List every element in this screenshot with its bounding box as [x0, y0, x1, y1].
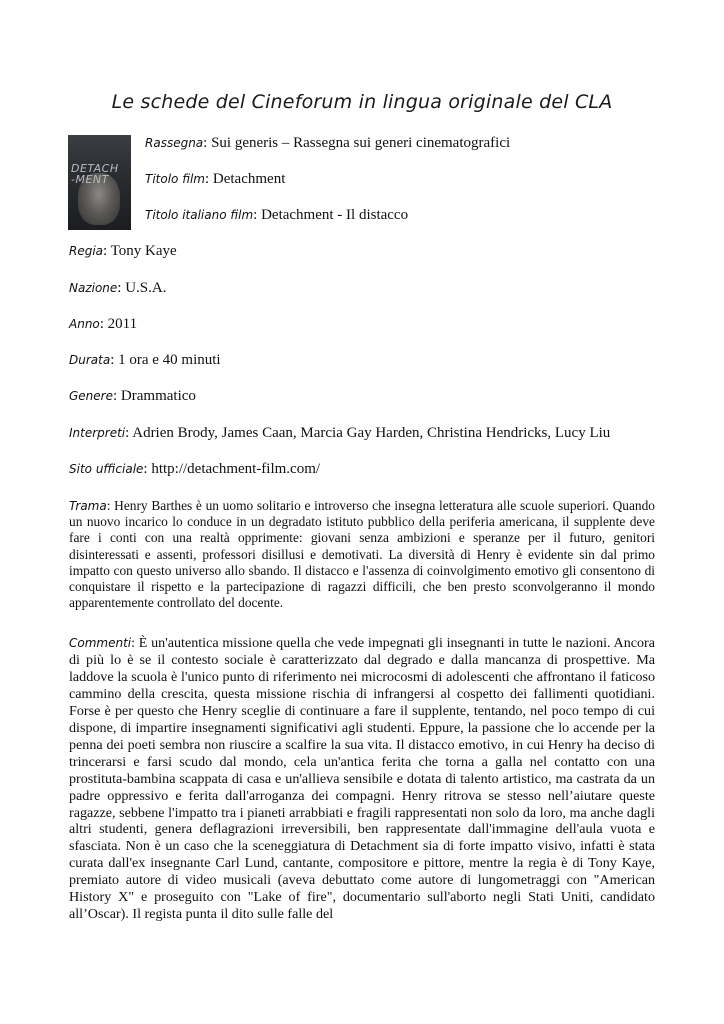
field-label: Nazione: [69, 281, 118, 295]
field-value: : 1 ora e 40 minuti: [110, 352, 221, 368]
field-value: : U.S.A.: [117, 280, 167, 296]
field-value: : http://detachment-film.com/: [143, 461, 321, 477]
field-regia: [69, 243, 177, 260]
trama-label: Trama: [69, 499, 107, 513]
field-label: Regia: [69, 244, 104, 258]
field-label: Rassegna: [145, 136, 204, 150]
field-value: : Sui generis – Rassegna sui generi cinematografici: [203, 135, 511, 151]
trama-text: : Henry Barthes è un uomo solitario e introverso che insegna letteratura alle scuole superiori. Quando un nuovo incarico lo conduce in un degradato istituto pubblico della periferia americana, il supplente deve fare i conti con una realtà opprimente: giovani senza ambizioni e speranze per il futuro, genitori disinteressati e assenti, professori disillusi e demotivati. La diversità di Henry è evidente sin dal primo impatto con questo universo allo sbando. Il distacco e l'assenza di coinvolgimento emotivo gli consentono di conquistare il rispetto e la partecipazione di ragazzi difficili, che ben presto sconvolgeranno il mondo apparentemente controllato del docente.: [69, 498, 655, 611]
field-titolo: [145, 171, 285, 188]
trama-paragraph: [69, 498, 655, 611]
field-label: Interpreti: [69, 426, 126, 440]
commenti-text: : È un'autentica missione quella che vede impegnati gli insegnanti in tutte le nazioni. Ancora di più lo è se il contesto sociale è caratterizzato dal degrado e dalla mancanza di prospettive. Ma laddove la scuola è l'unico punto di riferimento nei microcosmi di adolescenti che affrontano il faticoso cammino della crescita, questa missione rischia di infrangersi al cospetto dei fallimenti quotidiani. Forse è per questo che Henry sceglie di continuare a fare il supplente, tentando, nel poco tempo di cui dispone, di impartire insegnamenti significativi agli studenti. Eppure, la passione che lo accende per la penna dei poeti sembra non riuscire a scalfire la sua vita. Il distacco emotivo, in cui Henry ha deciso di trincerarsi e farsi scudo dal mondo, cela un'antica ferita che torna a galla nel contatto con una prostituta-bambina scappata di casa e un'allieva sensibile e dotata di talento artistico, ma castrata da un padre oppressivo e ferita dall'arroganza dei compagni. Henry ritrova se stesso nell’aiutare queste ragazze, sebbene l'impatto tra i pianeti arrabbiati e fragili rappresentati non solo da loro, ma anche dagli altri studenti, genera deflagrazioni irreversibili, ben rappresentate dall'immagine dell'aula vuota e sfasciata. Non è un caso che la sceneggiatura di Detachment sia di forte impatto visivo, infatti è stata curata dall'ex insegnante Carl Lund, cantante, compositore e pittore, mentre la regia è di Tony Kaye, premiato autore di video musicali (aveva debuttato come autore di lungometraggi con "American History X" e proseguito con "Lake of fire", documentario sull'aborto negli Stati Uniti, candidato all’Oscar). Il regista punta il dito sulle falle del: [69, 635, 655, 923]
field-label: Titolo italiano film: [145, 208, 254, 222]
field-value: : Drammatico: [113, 388, 196, 404]
field-value: : Tony Kaye: [103, 243, 177, 259]
field-nazione: [69, 280, 166, 297]
commenti-label: Commenti: [69, 636, 132, 650]
commenti-paragraph: [69, 635, 655, 923]
field-label: Sito ufficiale: [69, 462, 144, 476]
field-label: Anno: [69, 317, 100, 331]
field-value: : 2011: [99, 316, 138, 332]
poster-title-text: DETACH -MENT: [71, 162, 119, 186]
field-interpreti: [69, 425, 610, 442]
field-anno: [69, 316, 137, 333]
field-value: : Detachment: [204, 171, 286, 187]
field-value: : Detachment - Il distacco: [253, 207, 409, 223]
field-durata: [69, 352, 221, 369]
field-rassegna: [145, 135, 510, 152]
movie-poster-image: [68, 135, 131, 230]
field-label: Titolo film: [145, 172, 205, 186]
field-sito-ufficiale: [69, 461, 320, 478]
field-value: : Adrien Brody, James Caan, Marcia Gay Harden, Christina Hendricks, Lucy Liu: [125, 425, 611, 441]
field-label: Durata: [69, 353, 111, 367]
document-title: Le schede del Cineforum in lingua originale del CLA: [111, 91, 613, 113]
field-titolo-italiano: [145, 207, 408, 224]
field-genere: [69, 388, 196, 405]
field-label: Genere: [69, 389, 113, 403]
